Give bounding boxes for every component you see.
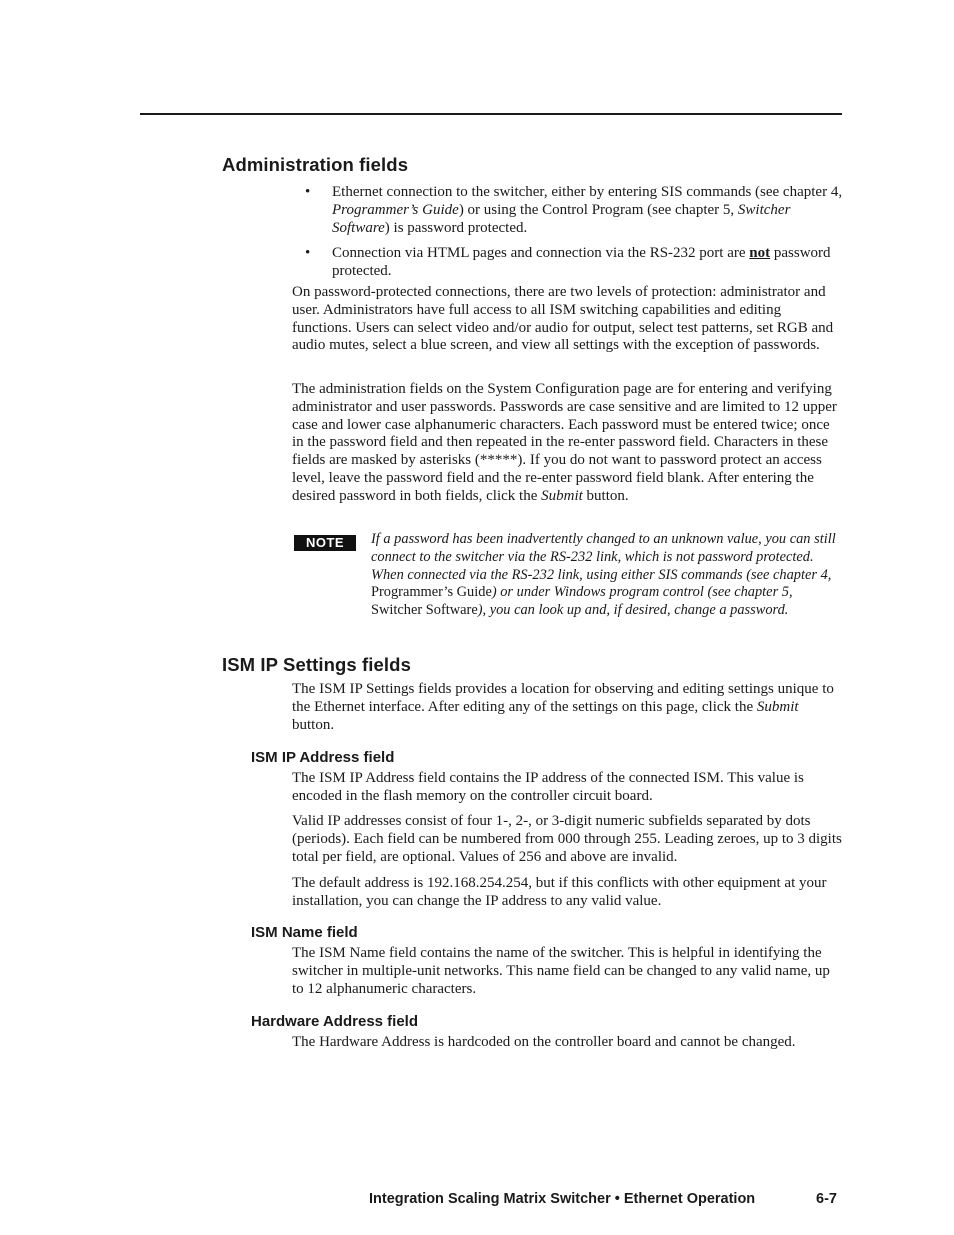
hardware-address-heading: Hardware Address field [251, 1013, 418, 1030]
note-badge: NOTE [294, 535, 356, 551]
paragraph-ip-address: The ISM IP Address field contains the IP address of the connected ISM. This value is encoded in the flash memory on the controller circuit board. [292, 770, 804, 804]
paragraph-valid-ip: Valid IP addresses consist of four 1-, 2-, or 3-digit numeric subfields separated by dots (periods). Each field can be numbered from 000 through 255. Leading zeroes, up to 3 digits total per field, are optional. Values of 256 and above are invalid. [292, 813, 842, 865]
paragraph-hardware-address: The Hardware Address is hardcoded on the controller board and cannot be changed. [292, 1034, 796, 1050]
ism-ip-settings-heading: ISM IP Settings fields [222, 654, 411, 675]
ism-name-heading: ISM Name field [251, 924, 358, 941]
header-rule [140, 113, 842, 115]
paragraph-ism-intro: The ISM IP Settings fields provides a location for observing and editing settings unique to the Ethernet interface. After editing any of the settings on this page, click the Submit button. [292, 681, 834, 733]
paragraph-ism-name: The ISM Name field contains the name of the switcher. This is helpful in identifying the switcher in multiple-unit networks. This name field can be changed to any valid name, up to 12 alphanumeric characters. [292, 945, 830, 997]
note-text: If a password has been inadvertently changed to an unknown value, you can still connect to the switcher via the RS-232 link, which is not password protected. When connected via the RS-232 link, using either SIS commands (see chapter 4, Programmer’s Guide) or under Windows program control (see chapter 5, Switcher Software), you can look up and, if desired, change a password. [371, 531, 836, 619]
bullet-marker: • [305, 184, 311, 200]
paragraph-admin-fields: The administration fields on the System Configuration page are for entering and verifying administrator and user passwords. Passwords are case sensitive and are limited to 12 upper case and lower case alphanumeric characters. Each password must be entered twice; once in the password field and then repeated in the re-enter password field. Characters in these fields are masked by asterisks (*****). If you do not want to password protect an access level, leave the password field and the re-enter password field blank. After entering the desired password in both fields, click the Submit button. [292, 381, 837, 504]
bullet-item-ethernet: Ethernet connection to the switcher, either by entering SIS commands (see chapter 4, Programmer’s Guide) or using the Control Program (see chapter 5, Switcher Software) is password protected. [332, 184, 843, 236]
bullet-item-html: Connection via HTML pages and connection via the RS-232 port are not password protected. [332, 245, 831, 279]
ism-ip-address-heading: ISM IP Address field [251, 749, 395, 766]
paragraph-protection-levels: On password-protected connections, there are two levels of protection: administrator and user. Administrators have full access to all ISM switching capabilities and editing functions. Users can select video and/or audio for output, select test patterns, set RGB and audio mutes, select a blue screen, and view all settings with the exception of passwords. [292, 284, 834, 354]
page-number: 6-7 [816, 1191, 837, 1207]
bullet-marker: • [305, 245, 311, 261]
paragraph-default-address: The default address is 192.168.254.254, but if this conflicts with other equipment at your installation, you can change the IP address to any valid value. [292, 875, 827, 909]
administration-heading: Administration fields [222, 154, 409, 175]
footer-title: Integration Scaling Matrix Switcher • Ethernet Operation [369, 1191, 756, 1207]
